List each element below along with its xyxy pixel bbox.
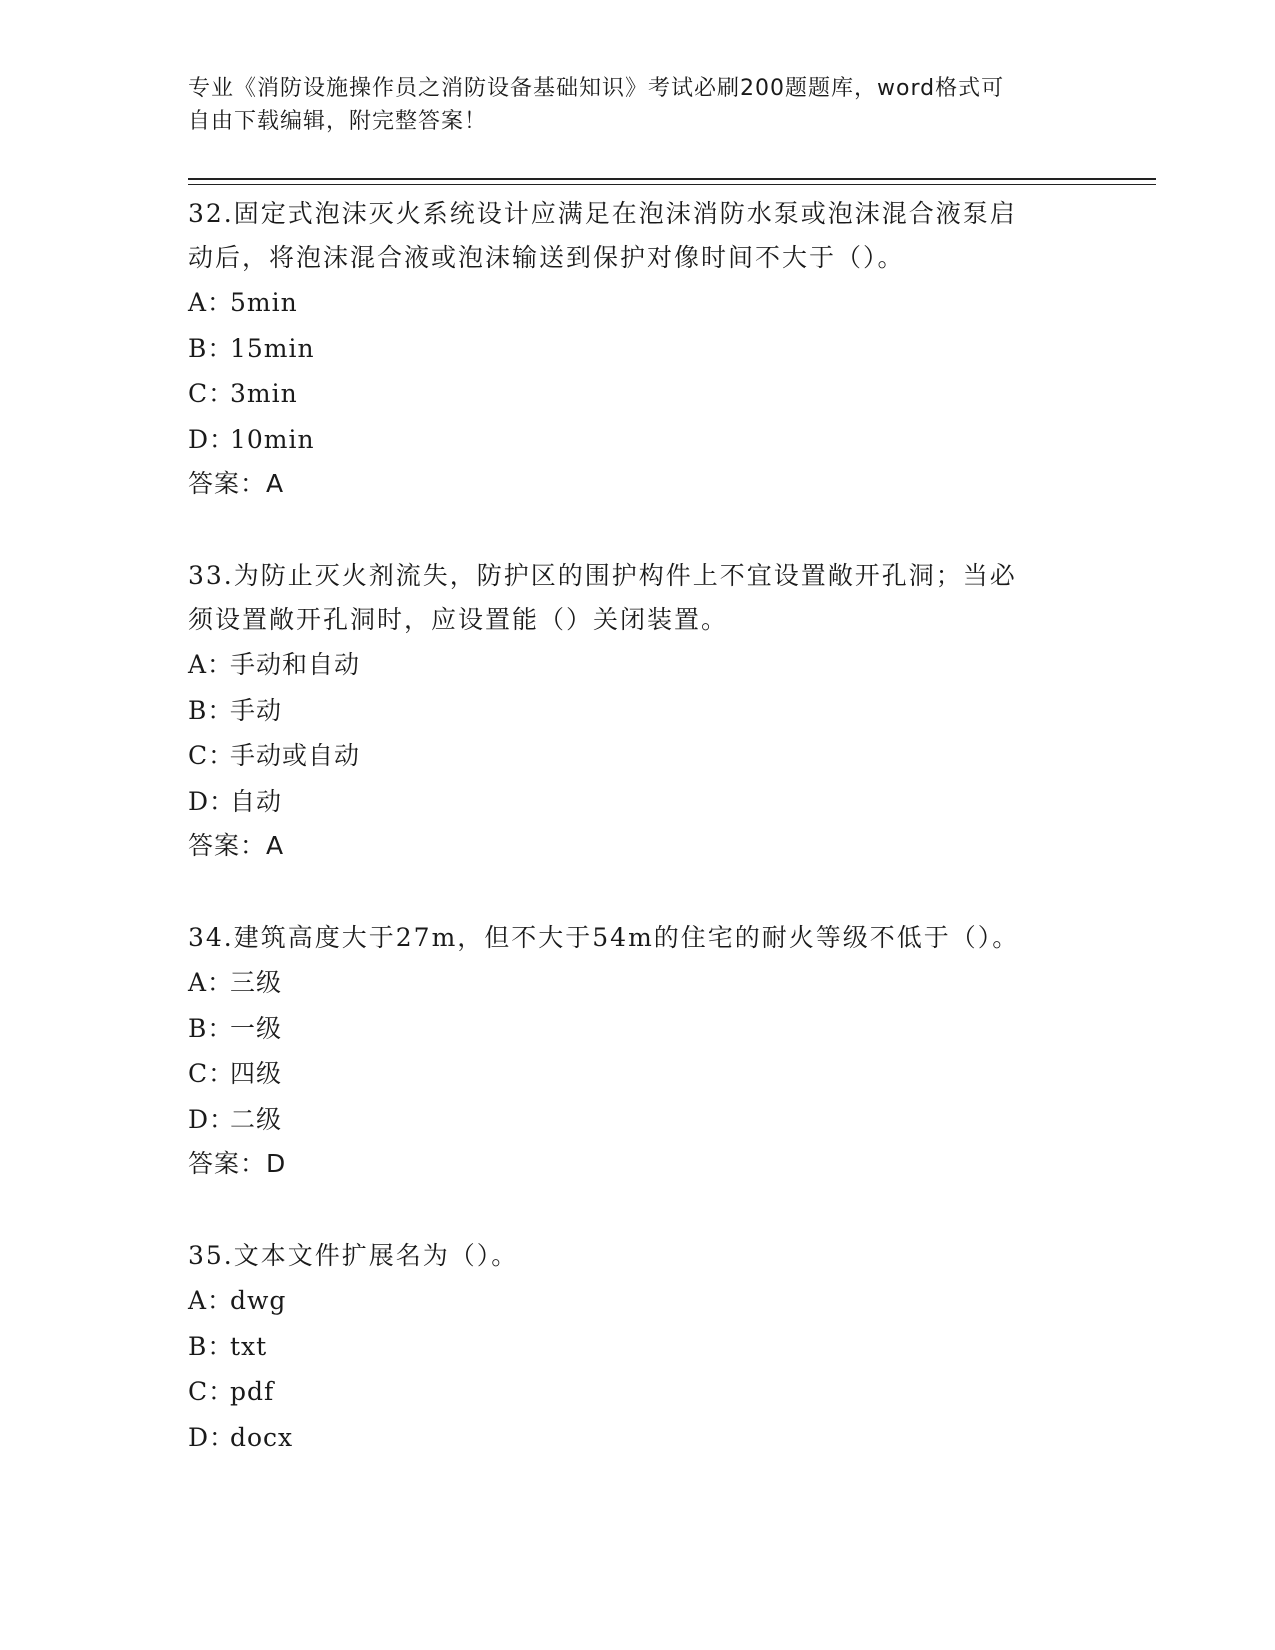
option-a	[188, 960, 1088, 1006]
option-text: docx	[230, 1422, 294, 1452]
question-stem: 34.建筑高度大于27m，但不大于54m的住宅的耐火等级不低于（）。	[188, 923, 1020, 952]
option-key: D：	[188, 786, 236, 816]
option-text: 15min	[230, 333, 315, 363]
header-line-2: 自由下载编辑，附完整答案！	[188, 109, 488, 134]
option-key: C：	[188, 741, 235, 770]
option-key: B：	[188, 333, 234, 363]
option-key: C：	[188, 1059, 235, 1088]
option-key: D：	[188, 1422, 236, 1452]
option-a	[188, 642, 1088, 688]
header-divider-thick	[188, 178, 1156, 180]
option-d	[188, 1415, 1088, 1461]
option-text: txt	[230, 1331, 268, 1361]
option-text: 3min	[230, 379, 298, 408]
question-list	[188, 192, 1088, 1508]
answer-line: 答案：A	[188, 831, 285, 860]
option-key: A：	[188, 288, 234, 317]
option-text: 四级	[230, 1059, 283, 1088]
option-key: C：	[188, 1377, 235, 1406]
option-d	[188, 779, 1088, 825]
option-d	[188, 1097, 1088, 1143]
option-text: 一级	[230, 1013, 283, 1043]
option-text: 10min	[230, 424, 315, 454]
option-key: B：	[188, 1013, 234, 1043]
question-34	[188, 916, 1088, 1186]
question-32	[188, 192, 1088, 506]
option-key: A：	[188, 1286, 234, 1315]
question-33	[188, 554, 1088, 868]
option-b	[188, 1006, 1088, 1052]
option-d	[188, 417, 1088, 463]
option-key: C：	[188, 379, 235, 408]
question-stem: 33.为防止灭火剂流失，防护区的围护构件上不宜设置敞开孔洞；当必	[188, 561, 1017, 590]
option-a	[188, 1278, 1088, 1324]
header-divider-thin	[188, 184, 1156, 185]
option-c	[188, 371, 1088, 417]
option-key: A：	[188, 968, 234, 997]
option-text: 二级	[230, 1104, 283, 1134]
header-line-1: 专业《消防设施操作员之消防设备基础知识》考试必刷200题题库，word格式可	[188, 76, 1005, 101]
option-text: 5min	[230, 288, 298, 317]
option-key: B：	[188, 1331, 234, 1361]
question-stem: 35.文本文件扩展名为（）。	[188, 1241, 519, 1270]
option-c	[188, 1369, 1088, 1415]
question-stem-continued: 须设置敞开孔洞时，应设置能（）关闭装置。	[188, 605, 729, 634]
option-key: B：	[188, 695, 234, 725]
option-text: 自动	[230, 786, 283, 816]
option-text: 手动	[230, 695, 283, 725]
option-key: D：	[188, 424, 236, 454]
answer-line: 答案：A	[188, 469, 285, 498]
answer-line: 答案：D	[188, 1149, 287, 1178]
option-b	[188, 326, 1088, 372]
option-key: A：	[188, 650, 234, 679]
option-text: pdf	[230, 1377, 275, 1406]
option-c	[188, 733, 1088, 779]
option-a	[188, 280, 1088, 326]
option-c	[188, 1051, 1088, 1097]
option-b	[188, 688, 1088, 734]
document-header	[188, 72, 1068, 138]
option-text: dwg	[230, 1286, 287, 1315]
option-text: 三级	[230, 968, 283, 997]
question-stem: 32.固定式泡沫灭火系统设计应满足在泡沫消防水泵或泡沫混合液泵启	[188, 199, 1017, 228]
option-text: 手动或自动	[230, 741, 361, 770]
option-text: 手动和自动	[230, 650, 361, 679]
question-stem-continued: 动后，将泡沫混合液或泡沫输送到保护对像时间不大于（）。	[188, 243, 905, 272]
option-b	[188, 1324, 1088, 1370]
option-key: D：	[188, 1104, 236, 1134]
question-35	[188, 1234, 1088, 1460]
